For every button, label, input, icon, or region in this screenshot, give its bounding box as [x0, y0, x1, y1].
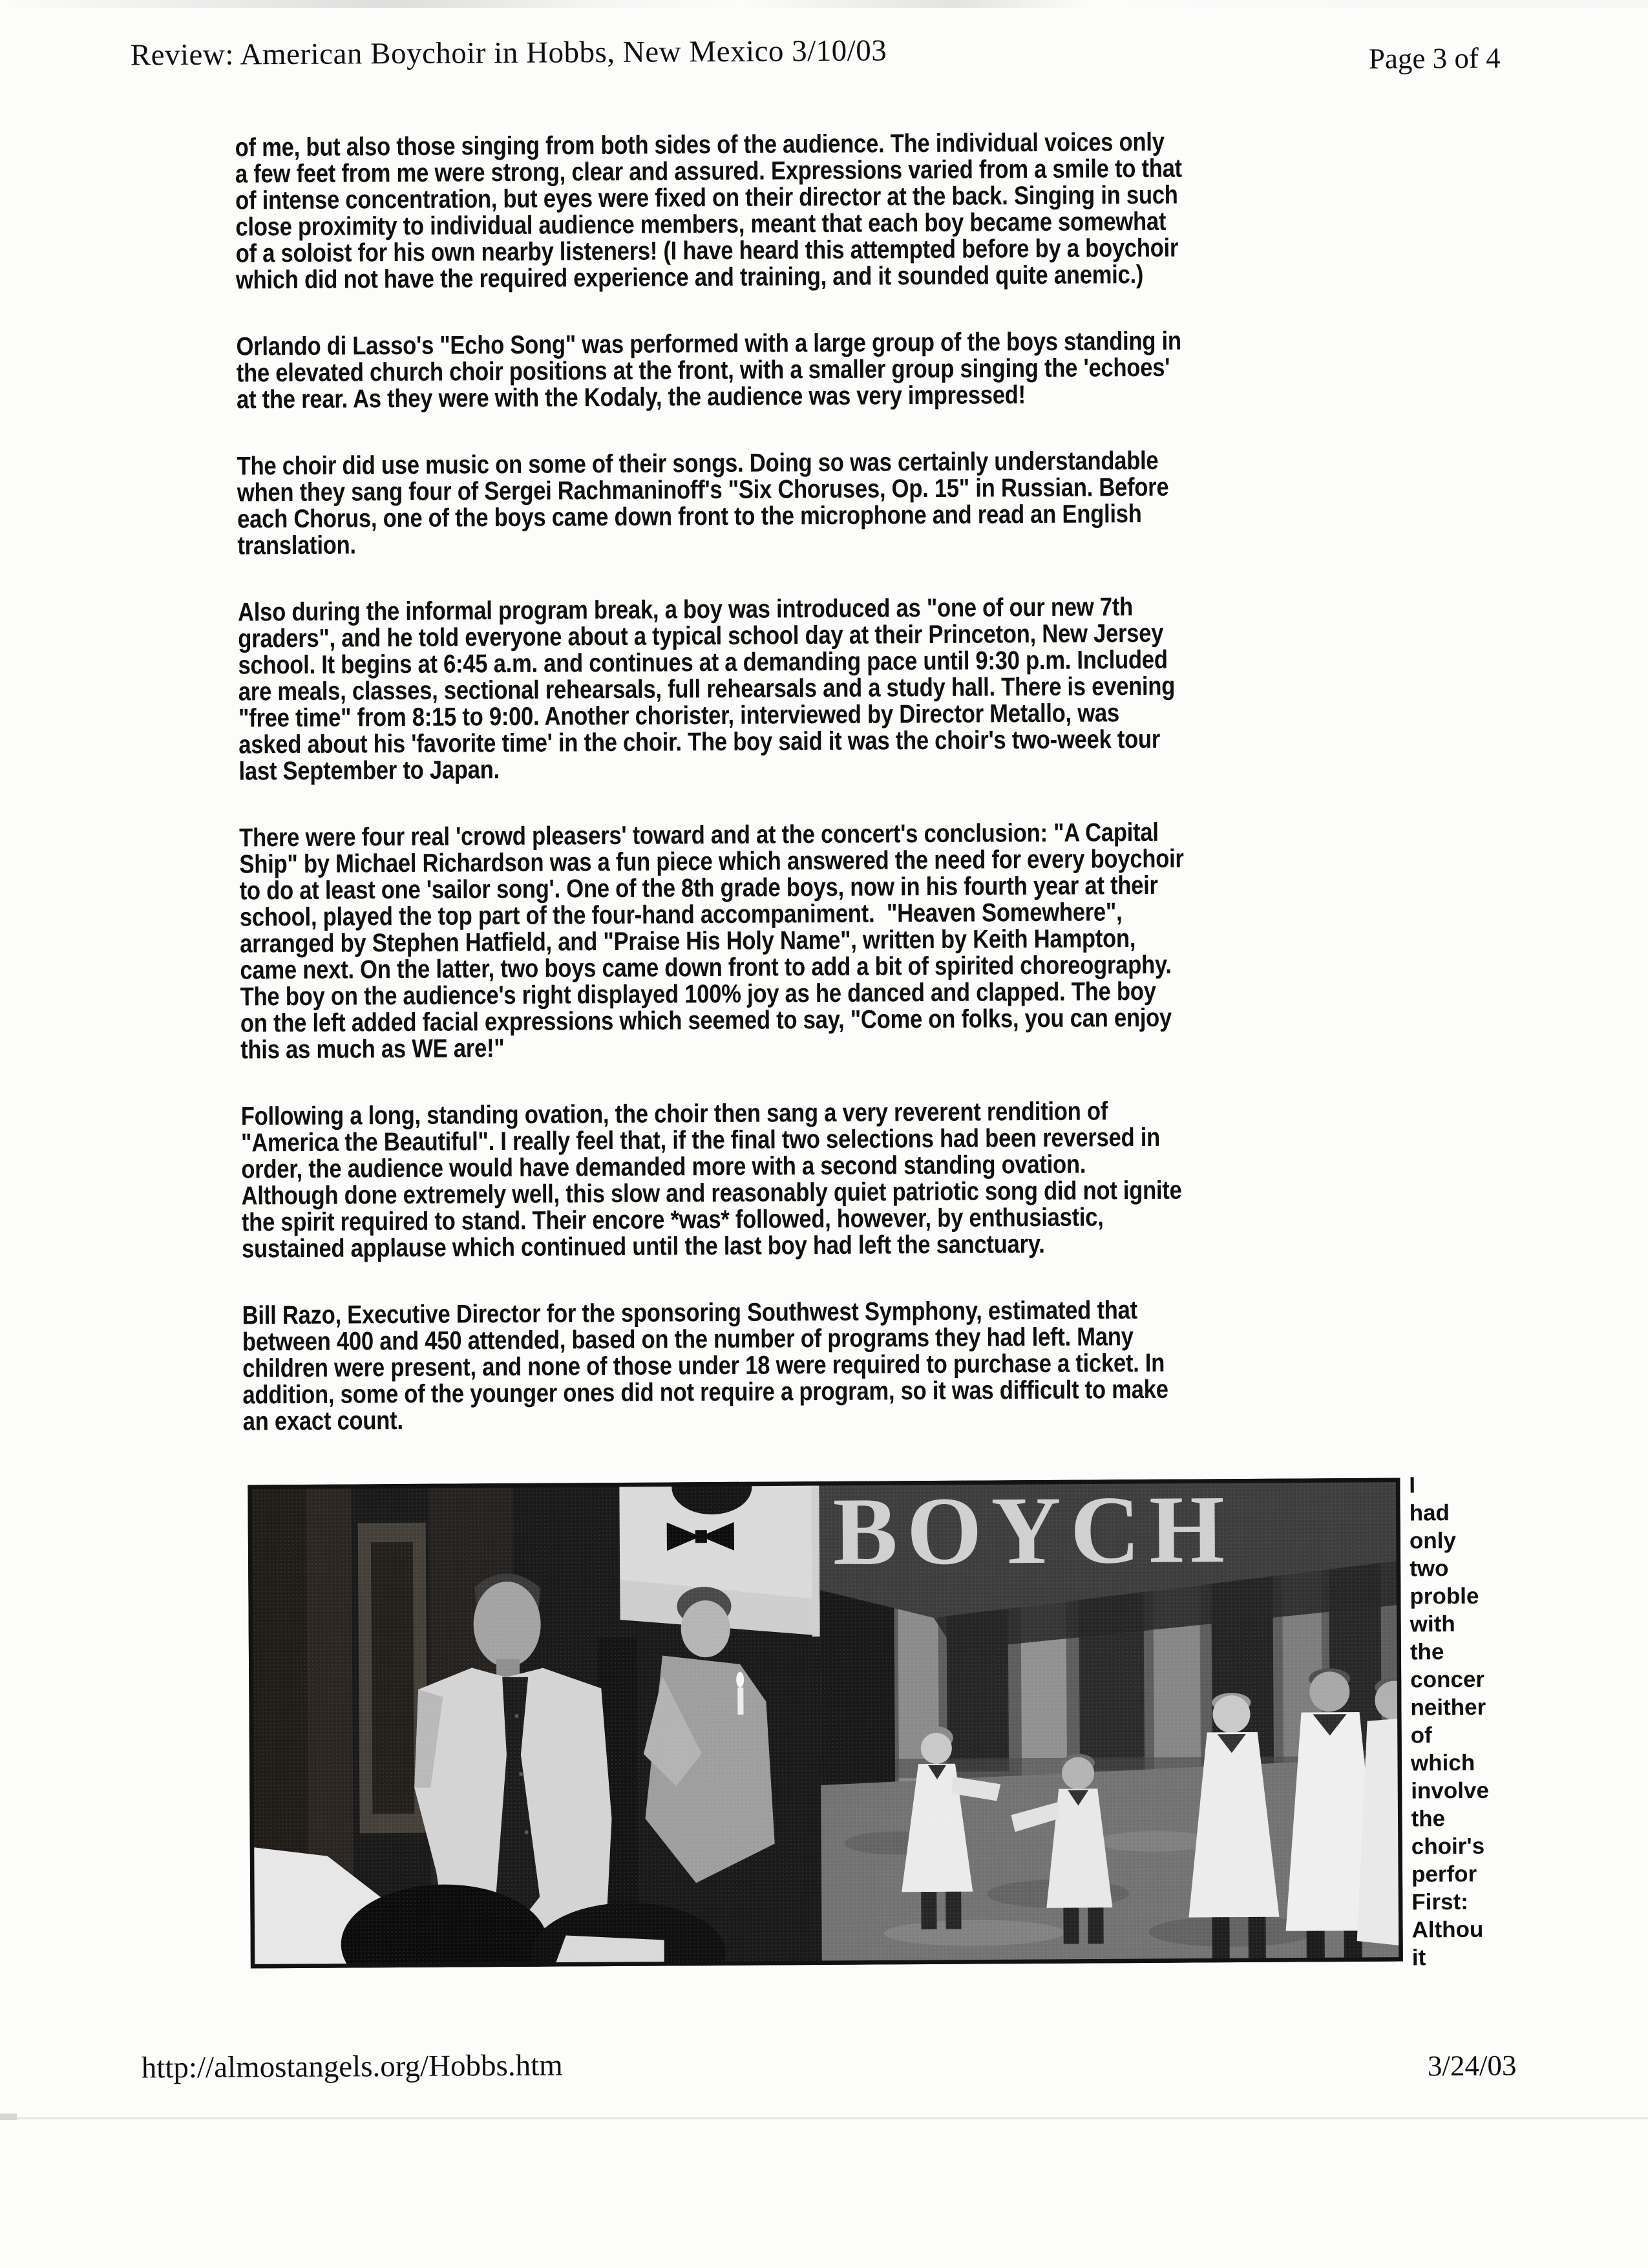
article-paragraph-2: Orlando di Lasso's "Echo Song" was performed with a large group of the boys standing in the elevated church choir positions at the front, with a smaller group singing the 'echoes' at the rear. As they were with the Kodaly, the audience was very impressed! — [236, 326, 1181, 414]
scanner-artifact-line — [0, 2117, 1648, 2119]
article-paragraph-3: The choir did use music on some of their songs. Doing so was certainly understandable when they sang four of Sergei Rachmaninoff's "Six Choruses, Op. 15" in Russian. Before each Chorus, one of the boys came down front to the microphone and read an English translation. — [237, 446, 1169, 560]
article-paragraph-5: There were four real 'crowd pleasers' toward and at the concert's conclusion: "A Capital Ship" by Michael Richardson was a fun piece which answered the need for every boychoir to do at least one 'sailor song'. One of the 8th grade boys, now in his fourth year at their school, played the top part of the four-hand accompaniment. "Heaven Somewhere", arranged by Stephen Hatfield, and "Praise His Holy Name", written by Keith Hampton, came next. On the latter, two boys came down front to add a bit of spirited choreography. The boy on the audience's right displayed 100% joy as he danced and clapped. The boy on the left added facial expressions which seemed to say, "Come on folks, you can enjoy this as much as WE are!" — [239, 818, 1184, 1065]
header-title: Review: American Boychoir in Hobbs, New Mexico 3/10/03 — [130, 34, 887, 72]
header-page-indicator: Page 3 of 4 — [1368, 41, 1501, 75]
concert-photo — [248, 1478, 1403, 1969]
concert-photo-collage — [248, 1478, 1403, 1969]
article-paragraph-4: Also during the informal program break, a boy was introduced as "one of our new 7th graders", and he told everyone about a typical school day at their Princeton, New Jersey school. It begins at 6:45 a.m. and continues at a demanding pace until 9:30 p.m. Included are meals, classes, sectional rehearsals, full rehearsals and a study hall. There is evening "free time" from 8:15 to 9:00. Another chorister, interviewed by Director Metallo, was asked about his 'favorite time' in the choir. The boy said it was the choir's two-week tour last September to Japan. — [237, 593, 1176, 786]
article-paragraph-6: Following a long, standing ovation, the choir then sang a very reverent rendition of "America the Beautiful". I really feel that, if the final two selections had been reversed in order, the audience would have demanded more with a second standing ovation. Although done extremely well, this slow and reasonably quiet patriotic song did not ignite the spirit required to stand. Their encore *was* followed, however, by enthusiastic, sustained applause which continued until the last boy had left the sanctuary. — [240, 1097, 1182, 1264]
review-article — [235, 126, 1648, 1475]
scanner-artifact-edge — [0, 2114, 17, 2120]
photo-caption-column: I had only two proble with the concer neither of which involve the choir's perfor First: Althou it — [1409, 1472, 1489, 1971]
footer-date: 3/24/03 — [1427, 2049, 1517, 2083]
article-paragraph-7: Bill Razo, Executive Director for the sponsoring Southwest Symphony, estimated that between 400 and 450 attended, based on the number of programs they had left. Many children were present, and none of those under 18 were required to purchase a ticket. In addition, some of the younger ones did not require a program, so it was difficult to make an exact count. — [242, 1296, 1168, 1436]
footer-url: http://almostangels.org/Hobbs.htm — [141, 2048, 563, 2085]
article-paragraph-1: of me, but also those singing from both sides of the audience. The individual voices only a few feet from me were strong, clear and assured. Expressions varied from a smile to that of intense concentration, but eyes were fixed on their director at the back. Singing in such close proximity to individual audience members, meant that each boy became somewhat of a soloist for his own nearby listeners! (I have heard this attempted before by a boychoir which did not have the required experience and training, and it sounded quite anemic.) — [235, 127, 1183, 295]
